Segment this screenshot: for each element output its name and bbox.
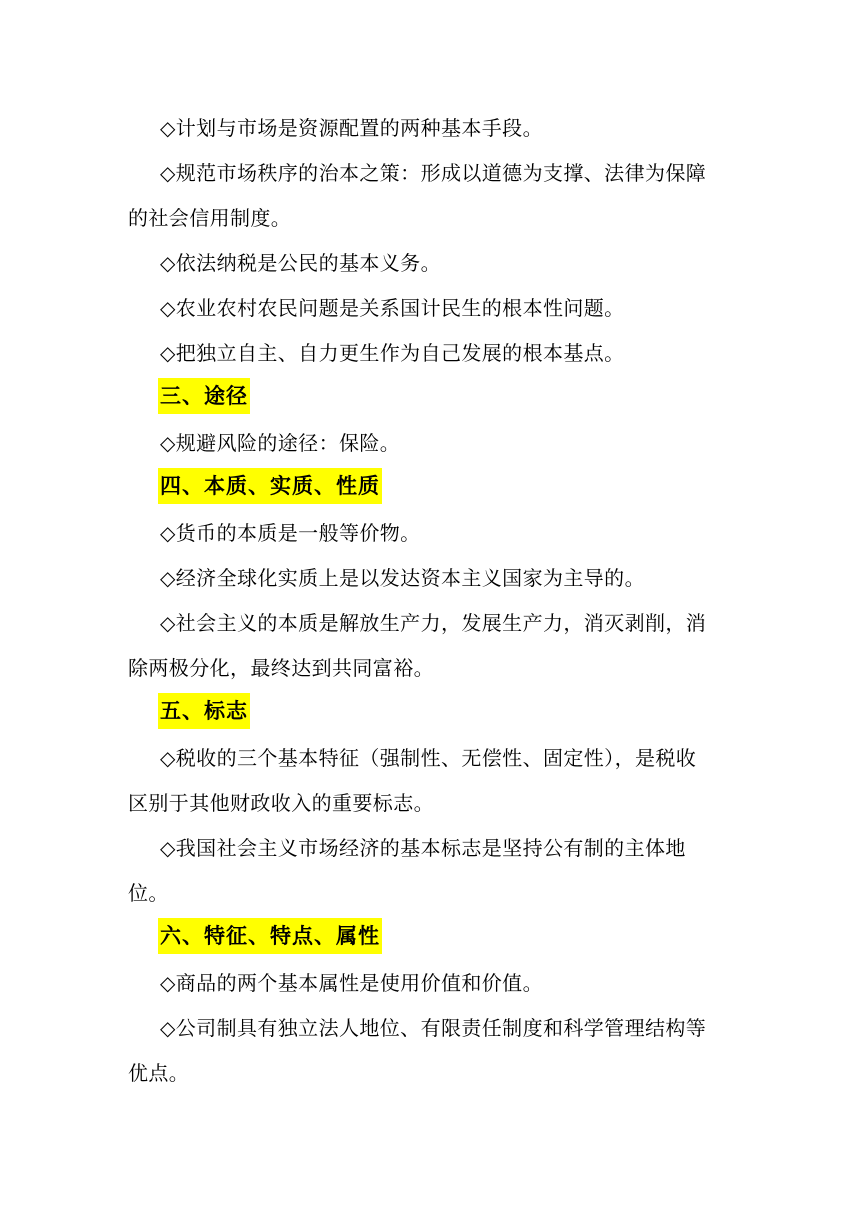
bullet-continuation: 区别于其他财政收入的重要标志。 [128,791,434,815]
bullet-continuation: 位。 [128,881,169,905]
bullet-item: ◇规避风险的途径：保险。 [160,431,401,455]
bullet-item: ◇规范市场秩序的治本之策：形成以道德为支撑、法律为保障 [160,161,707,185]
bullet-continuation: 优点。 [128,1061,190,1085]
bullet-item: ◇我国社会主义市场经济的基本标志是坚持公有制的主体地 [160,836,686,860]
section-heading: 六、特征、特点、属性 [158,918,382,954]
section-heading: 五、标志 [158,693,250,729]
bullet-item: ◇经济全球化实质上是以发达资本主义国家为主导的。 [160,566,645,590]
bullet-item: ◇计划与市场是资源配置的两种基本手段。 [160,116,543,140]
bullet-continuation: 的社会信用制度。 [128,206,292,230]
bullet-item: ◇依法纳税是公民的基本义务。 [160,251,441,275]
bullet-continuation: 除两极分化，最终达到共同富裕。 [128,656,434,680]
section-heading: 四、本质、实质、性质 [158,468,382,504]
bullet-item: ◇农业农村农民问题是关系国计民生的根本性问题。 [160,296,625,320]
bullet-item: ◇公司制具有独立法人地位、有限责任制度和科学管理结构等 [160,1016,707,1040]
bullet-item: ◇社会主义的本质是解放生产力，发展生产力，消灭剥削，消 [160,611,707,635]
section-heading: 三、途径 [158,378,250,414]
bullet-item: ◇商品的两个基本属性是使用价值和价值。 [160,971,543,995]
bullet-item: ◇把独立自主、自力更生作为自己发展的根本基点。 [160,341,625,365]
bullet-item: ◇货币的本质是一般等价物。 [160,521,421,545]
bullet-item: ◇税收的三个基本特征（强制性、无偿性、固定性），是税收 [160,746,697,770]
